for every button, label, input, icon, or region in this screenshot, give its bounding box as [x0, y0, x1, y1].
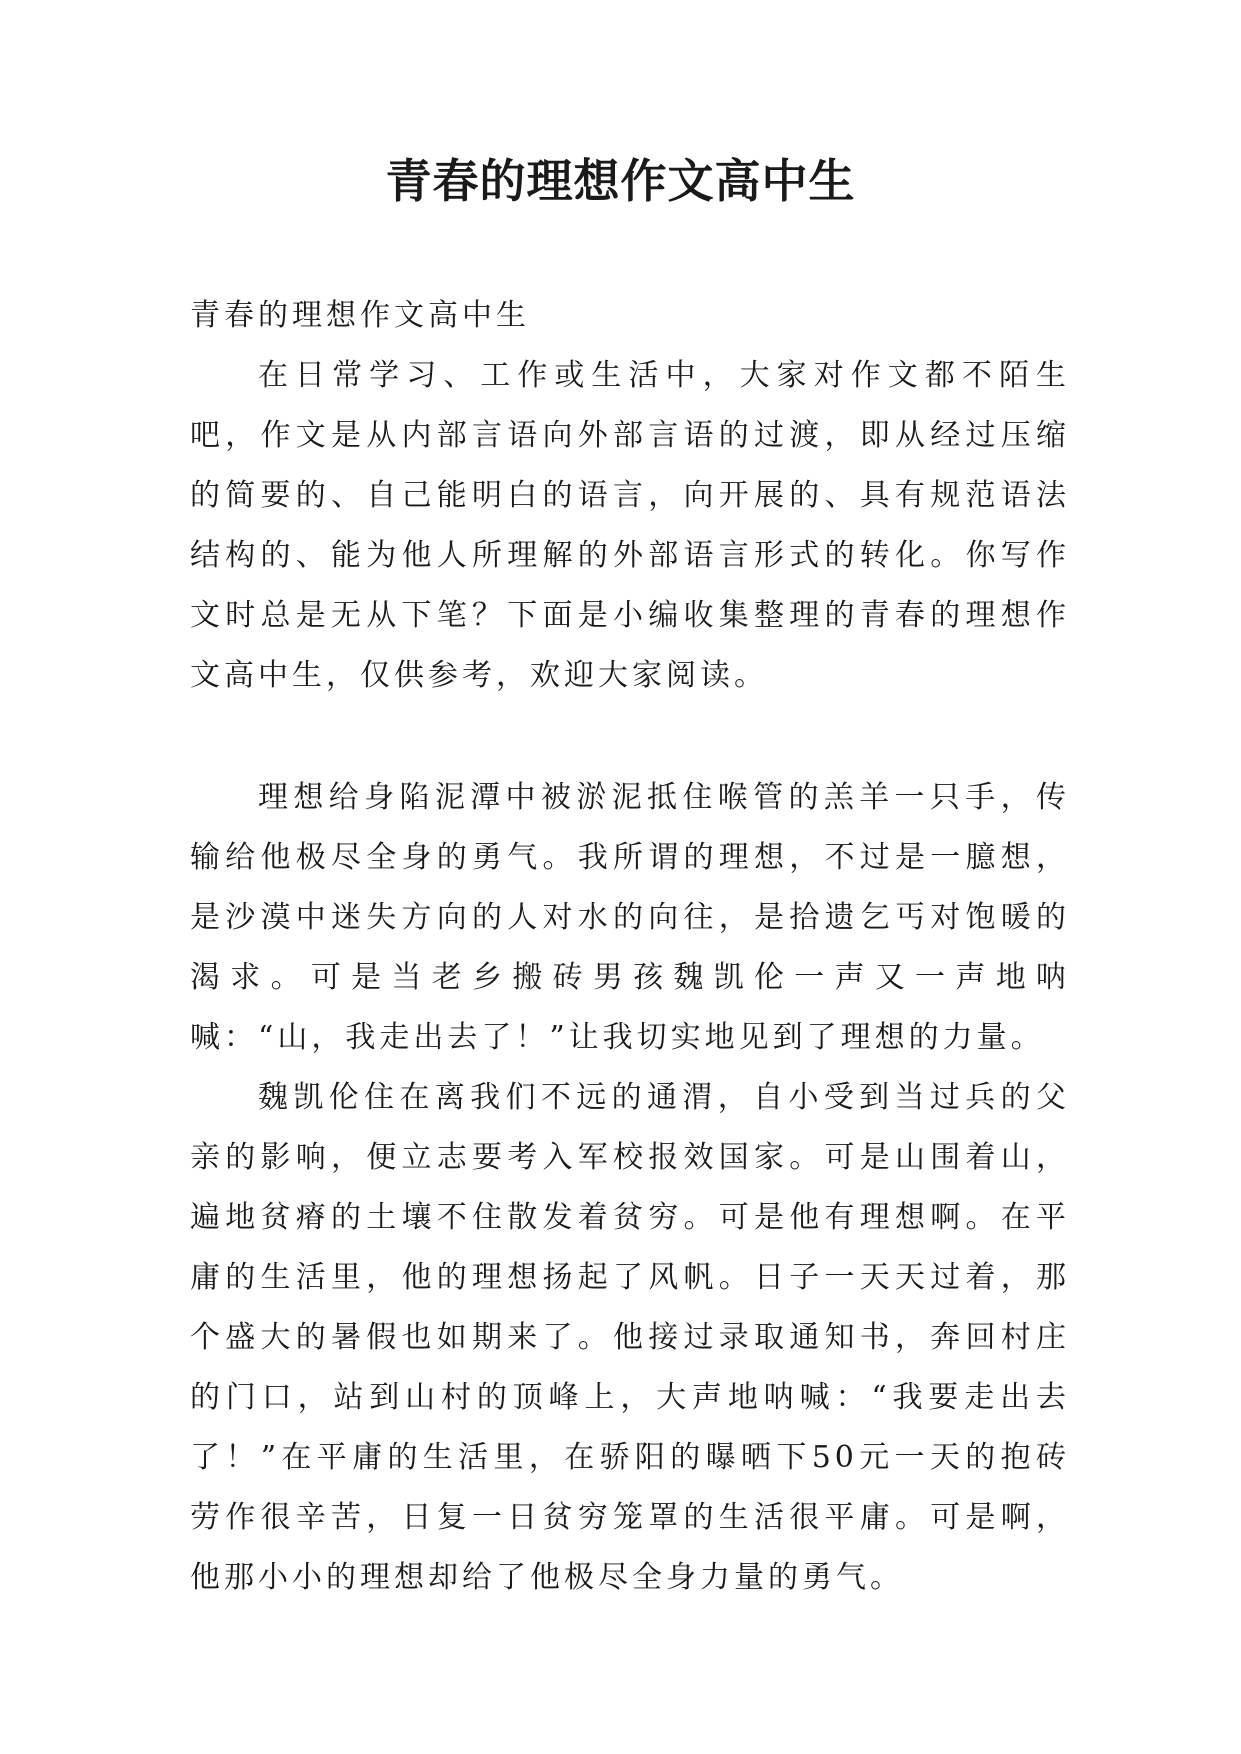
paragraph-ideal: 理想给身陷泥潭中被淤泥抵住喉管的羔羊一只手，传输给他极尽全身的勇气。我所谓的理想，不过是一臆想，是沙漠中迷失方向的人对水的向往，是拾遗乞丐对饱暖的渴求。可是当老乡搬砖男孩魏凯伦一声又一声地呐喊：“山，我走出去了！”让我切实地见到了理想的力量。 — [190, 780, 1070, 1055]
paragraph-intro: 在日常学习、工作或生活中，大家对作文都不陌生吧，作文是从内部言语向外部言语的过渡，即从经过压缩的简要的、自己能明白的语言，向开展的、具有规范语法结构的、能为他人所理解的外部语言形式的转化。你写作文时总是无从下笔？下面是小编收集整理的青春的理想作文高中生，仅供参考，欢迎大家阅读。 — [190, 358, 1070, 693]
document-body — [190, 286, 1070, 1608]
paragraph-story: 魏凯伦住在离我们不远的通渭，自小受到当过兵的父亲的影响，便立志要考入军校报效国家。可是山围着山，遍地贫瘠的土壤不住散发着贫穷。可是他有理想啊。在平庸的生活里，他的理想扬起了风帆。日子一天天过着，那个盛大的暑假也如期来了。他接过录取通知书，奔回村庄的门口，站到山村的顶峰上，大声地呐喊：“我要走出去了！”在平庸的生活里，在骄阳的曝晒下50元一天的抱砖劳作很辛苦，日复一日贫穷笼罩的生活很平庸。可是啊，他那小小的理想却给了他极尽全身力量的勇气。 — [190, 1080, 1070, 1595]
document-subtitle: 青春的理想作文高中生 — [190, 298, 530, 333]
document-title: 青春的理想作文高中生 — [385, 154, 856, 208]
paragraph-gap — [190, 706, 1070, 768]
